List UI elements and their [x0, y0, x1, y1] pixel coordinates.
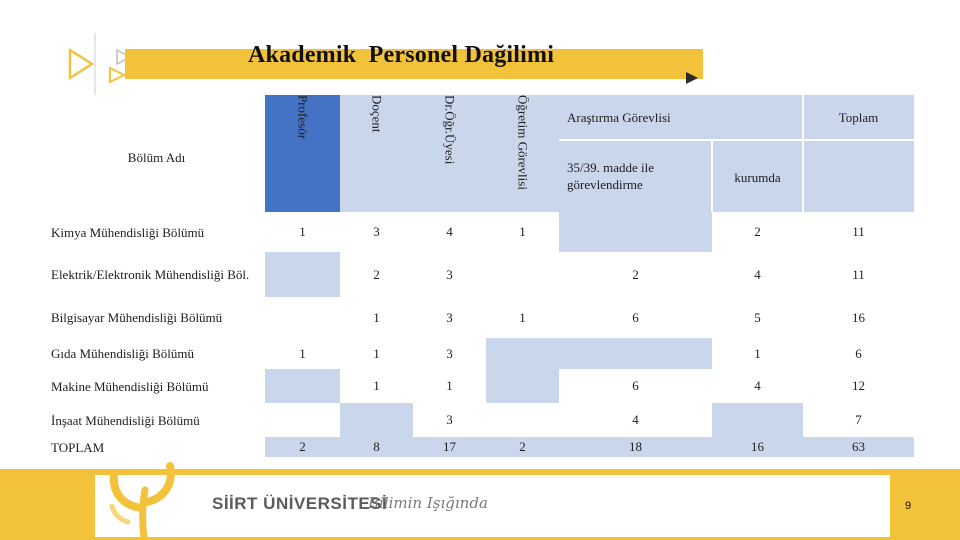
table-cell-prof [265, 369, 340, 403]
table-cell-prof [265, 403, 340, 437]
table-cell-og [486, 338, 559, 369]
table-cell-prof [265, 212, 340, 252]
header-profesor-label: Profesör [295, 95, 311, 140]
cell-value: 1 [519, 309, 526, 325]
table-cell-toplam [803, 437, 914, 457]
table-cell-dr [413, 437, 486, 457]
header-madde [559, 140, 712, 212]
header-docent-label: Doçent [369, 95, 385, 133]
cell-value: 16 [751, 439, 764, 454]
cell-value: 2 [754, 224, 761, 239]
table-cell-name [48, 297, 265, 338]
cell-value: Kimya Mühendisliği Bölümü [51, 224, 205, 240]
university-name: SİİRT ÜNİVERSİTESİ [212, 494, 388, 513]
table-cell-prof [265, 252, 340, 297]
header-bolum-adi-label: Bölüm Adı [127, 149, 186, 165]
table-cell-toplam [803, 252, 914, 297]
table-cell-og [486, 212, 559, 252]
cell-value: 6 [632, 378, 639, 393]
table-cell-kurumda [712, 437, 803, 457]
cell-value: Gıda Mühendisliği Bölümü [51, 346, 194, 361]
cell-value: Elektrik/Elektronik Mühendisliği Böl. [51, 267, 250, 282]
table-cell-dr [413, 252, 486, 297]
cell-value: 17 [443, 439, 456, 454]
header-divider [802, 95, 804, 212]
table-cell-prof [265, 297, 340, 338]
table-cell-toplam [803, 369, 914, 403]
table-cell-dr [413, 212, 486, 252]
table-cell-madde [559, 297, 712, 338]
cell-value: 18 [629, 439, 642, 454]
cell-value: 4 [632, 412, 639, 427]
table-cell-kurumda [712, 297, 803, 338]
table-cell-og [486, 403, 559, 437]
table-cell-og [486, 437, 559, 457]
cell-value: 11 [852, 224, 865, 239]
table-cell-kurumda [712, 252, 803, 297]
header-bolum-adi [48, 95, 265, 212]
table-cell-dr [413, 338, 486, 369]
header-toplam-label: Toplam [838, 109, 879, 125]
table-cell-toplam [803, 297, 914, 338]
table-cell-name [48, 252, 265, 297]
table-cell-dr [413, 403, 486, 437]
university-slogan: Bilimin Işığında [368, 494, 488, 512]
arrow-icon [686, 72, 698, 84]
cell-value: 7 [855, 412, 862, 427]
table-cell-kurumda [712, 212, 803, 252]
cell-value: 4 [446, 224, 453, 239]
table-cell-name [48, 212, 265, 252]
cell-value: 1 [299, 224, 306, 239]
cell-value: 12 [852, 378, 865, 393]
cell-value: 4 [754, 378, 761, 393]
header-divider [559, 139, 914, 141]
table-cell-og [486, 369, 559, 403]
cell-value: 1 [373, 345, 380, 361]
table-cell-kurumda [712, 403, 803, 437]
table-cell-madde [559, 212, 712, 252]
cell-value: 4 [754, 266, 761, 282]
table-cell-toplam [803, 403, 914, 437]
header-docent [340, 95, 413, 212]
cell-value: 16 [852, 309, 865, 325]
table-cell-prof [265, 437, 340, 457]
header-madde-label: 35/39. madde ile görevlendirme [567, 160, 655, 192]
header-ogretim-gorevlisi [486, 95, 559, 212]
cell-value: 11 [852, 266, 865, 282]
table-cell-dr [413, 369, 486, 403]
table-cell-toplam [803, 212, 914, 252]
header-kurumda [712, 140, 803, 212]
header-toplam [803, 95, 914, 140]
header-profesor [265, 95, 340, 212]
table-cell-doc [340, 338, 413, 369]
table-cell-doc [340, 369, 413, 403]
table-cell-madde [559, 403, 712, 437]
cell-value: 6 [632, 309, 639, 325]
header-dr-ogr-uyesi-label: Dr.Öğr.Üyesi [442, 95, 458, 165]
header-ogretim-gorevlisi-label: Öğretim Görevlisi [515, 95, 531, 190]
table-cell-kurumda [712, 369, 803, 403]
table-cell-name [48, 369, 265, 403]
header-divider [711, 140, 713, 212]
table-cell-madde [559, 437, 712, 457]
table-cell-doc [340, 212, 413, 252]
table-cell-dr [413, 297, 486, 338]
table-cell-name [48, 338, 265, 369]
cell-value: 1 [299, 345, 306, 361]
cell-value: 3 [373, 224, 380, 239]
table-cell-toplam [803, 338, 914, 369]
page-number: 9 [905, 500, 912, 512]
header-toplam-sub [803, 140, 914, 212]
cell-value: 2 [632, 266, 639, 282]
table-cell-name [48, 403, 265, 437]
cell-value: İnşaat Mühendisliği Bölümü [51, 412, 200, 428]
cell-value: 3 [446, 309, 453, 325]
table-cell-prof [265, 338, 340, 369]
table-cell-madde [559, 252, 712, 297]
header-kurumda-label: kurumda [734, 170, 781, 185]
cell-value: 3 [446, 345, 453, 361]
cell-value: 3 [446, 412, 453, 427]
header-arastirma-gorevlisi-label: Araştırma Görevlisi [567, 109, 671, 125]
cell-value: 6 [855, 345, 862, 361]
table-cell-kurumda [712, 338, 803, 369]
cell-value: Bilgisayar Mühendisliği Bölümü [51, 310, 223, 325]
cell-value: 2 [373, 266, 380, 282]
table-cell-og [486, 252, 559, 297]
cell-value: 3 [446, 266, 453, 282]
table-cell-doc [340, 437, 413, 457]
table-cell-madde [559, 338, 712, 369]
cell-value: TOPLAM [51, 439, 105, 455]
cell-value: 8 [373, 439, 380, 454]
table-cell-doc [340, 252, 413, 297]
university-logo-icon [98, 460, 190, 540]
table-cell-og [486, 297, 559, 338]
cell-value: 1 [373, 309, 380, 325]
header-dr-ogr-uyesi [413, 95, 486, 212]
header-arastirma-gorevlisi [559, 95, 803, 140]
cell-value: 2 [299, 439, 306, 454]
cell-value: 1 [754, 345, 761, 361]
page-title: Akademik Personel Dağilimi [248, 42, 555, 68]
cell-value: 5 [754, 309, 761, 325]
cell-value: 1 [373, 378, 380, 393]
cell-value: 63 [852, 439, 865, 454]
table-cell-madde [559, 369, 712, 403]
cell-value: 1 [519, 224, 526, 239]
cell-value: 2 [519, 439, 526, 454]
table-cell-doc [340, 403, 413, 437]
cell-value: 1 [446, 378, 453, 393]
table-cell-doc [340, 297, 413, 338]
cell-value: Makine Mühendisliği Bölümü [51, 378, 209, 394]
table-cell-name [48, 437, 265, 457]
